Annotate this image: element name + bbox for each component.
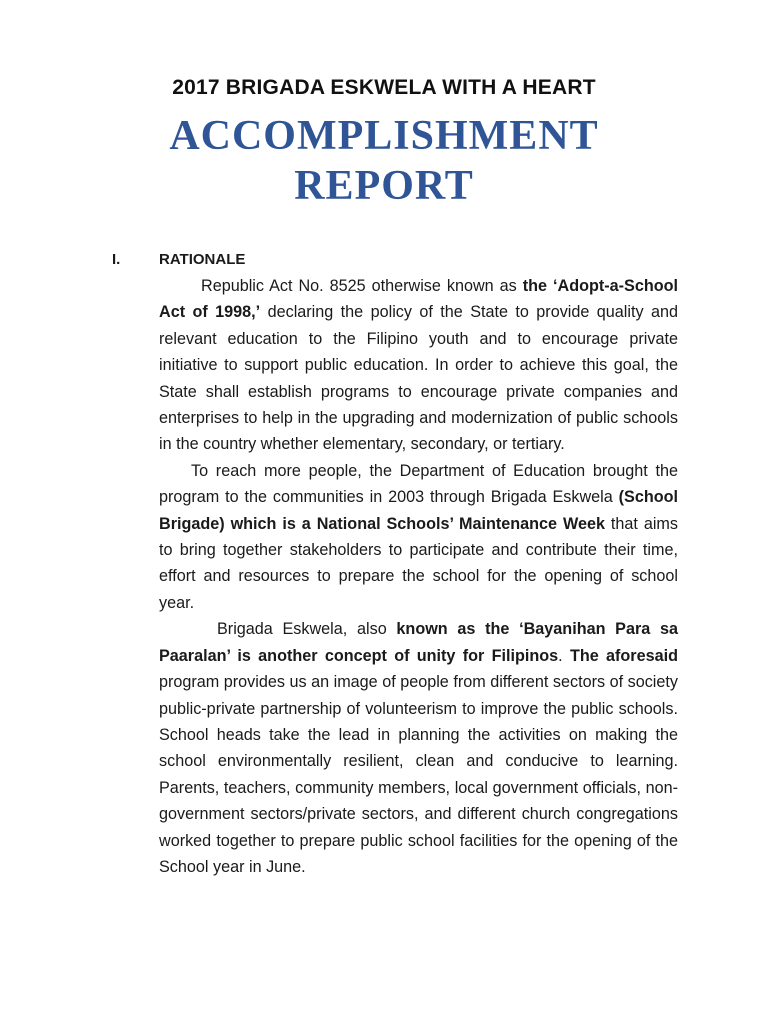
rationale-body <box>159 273 678 880</box>
paragraph-1 <box>159 273 678 458</box>
p3-text-1: Brigada Eskwela, also <box>217 620 397 639</box>
paragraph-2 <box>159 458 678 616</box>
paragraph-3 <box>159 616 678 880</box>
report-title-line-2: REPORT <box>294 163 474 209</box>
p3-text-2: . <box>558 646 570 665</box>
section-number: I. <box>112 251 121 268</box>
p1-text-2: declaring the policy of the State to provide quality and relevant education to the Filipino youth and to encourage private initiative to support public education. In order to achieve this goal, the State shall establish programs to encourage private companies and enterprises to help in the upgrading and modernization of public schools in the country whether elementary, secondary, or tertiary. <box>159 303 678 454</box>
event-title: 2017 BRIGADA ESKWELA WITH A HEART <box>172 76 596 99</box>
p1-text-1: Republic Act No. 8525 otherwise known as <box>201 277 523 295</box>
p2-text-2: that aims to bring together stakeholders to participate and contribute their time, effort and resources to prepare the school for the opening of school year. <box>159 514 678 612</box>
p3-bold-bayanihan: known as the ‘Bayanihan Para sa Paaralan’ is another concept of unity for Filipinos <box>159 620 679 665</box>
p2-text-1: To reach more people, the Department of Education brought the program to the communities in 2003 through Brigada Eskwela <box>159 461 678 507</box>
p3-text-3: program provides us an image of people from different sectors of society public-private partnership of volunteerism to improve the public schools. School heads take the lead in planning the activities on making the school environmentally resilient, clean and conducive to learning. Parents, teachers, community members, local government officials, non-government sectors/private sectors, and different church congregations worked together to prepare public school facilities for the opening of the School year in June. <box>159 673 678 876</box>
report-title-line-1: ACCOMPLISHMENT <box>169 113 599 159</box>
p2-bold-brigade: (School Brigade) which is a National Schools’ Maintenance Week <box>159 488 678 533</box>
section-title: RATIONALE <box>159 251 246 268</box>
p1-bold-act: the ‘Adopt-a-School Act of 1998,’ <box>159 277 679 322</box>
p3-bold-aforesaid: The aforesaid <box>569 646 678 665</box>
